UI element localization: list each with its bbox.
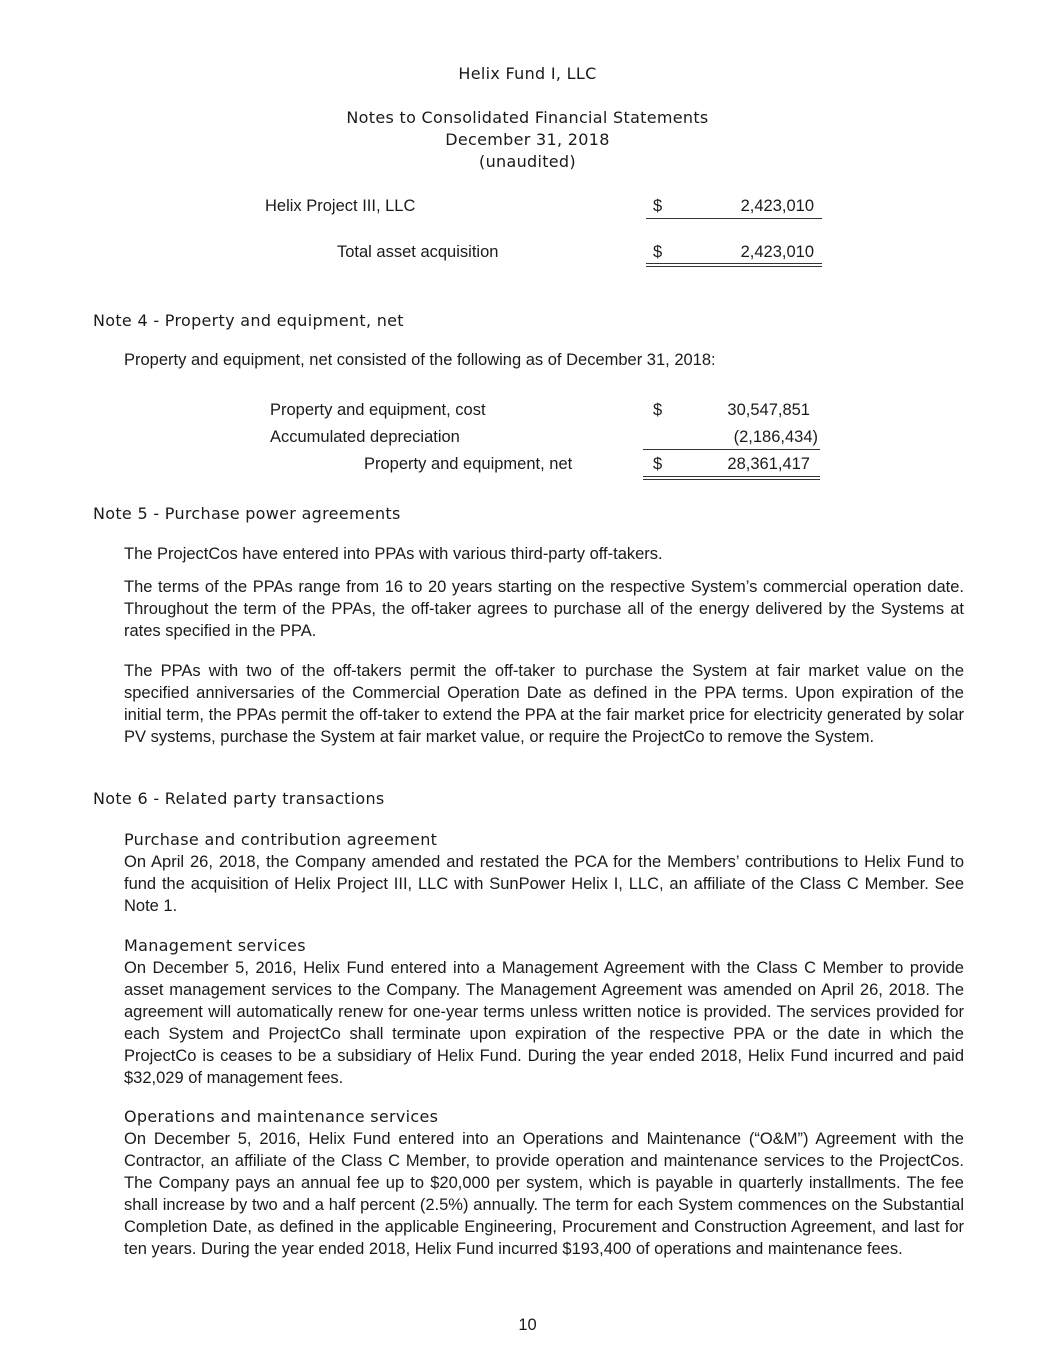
- row-label: Accumulated depreciation: [270, 428, 460, 446]
- note6-section-om: [124, 1106, 964, 1260]
- row-value: 2,423,010: [740, 197, 814, 215]
- section-text: On December 5, 2016, Helix Fund entered into an Operations and Maintenance (“O&M”) Agreement with the Contractor, an affiliate of the Class C Member, to provide operation and maintenance services to the ProjectCos. The Company pays an annual fee up to $20,000 per system, which is payable in quarterly installments. The fee shall increase by two and a half percent (2.5%) annually. The term for each System commences on the Substantial Completion Date, as defined in the applicable Engineering, Procurement and Construction Agreement, and last for ten years. During the year ended 2018, Helix Fund incurred $193,400 of operations and maintenance fees.: [124, 1130, 964, 1258]
- section-heading: Operations and maintenance services: [124, 1107, 439, 1126]
- audit-status: (unaudited): [479, 152, 576, 171]
- section-text: On April 26, 2018, the Company amended and restated the PCA for the Members’ contributions to Helix Fund to fund the acquisition of Helix Project III, LLC with SunPower Helix I, LLC, an affiliate of the Class C Member. See Note 1.: [124, 853, 964, 915]
- subtotal-rule: [646, 218, 822, 219]
- row-label: Helix Project III, LLC: [265, 197, 416, 215]
- company-name: Helix Fund I, LLC: [458, 64, 597, 83]
- total-value: 28,361,417: [727, 455, 810, 473]
- total-label: Total asset acquisition: [337, 243, 499, 261]
- currency-symbol: $: [653, 197, 663, 215]
- section-heading: Purchase and contribution agreement: [124, 830, 438, 849]
- subtotal-rule: [643, 449, 820, 450]
- note5-paragraph: The terms of the PPAs range from 16 to 20 years starting on the respective System’s commercial operation date. Throughout the term of the PPAs, the off-taker agrees to purchase all of the energy delivered by the Systems at rates specified in the PPA.: [124, 578, 964, 640]
- document-date: December 31, 2018: [445, 130, 610, 149]
- note6-section-management: [124, 935, 964, 1089]
- total-double-rule: [646, 263, 822, 267]
- note5-title: Note 5 - Purchase power agreements: [93, 504, 401, 523]
- row-value: (2,186,434): [733, 428, 818, 446]
- total-double-rule: [643, 476, 820, 480]
- note6-title: Note 6 - Related party transactions: [93, 789, 385, 808]
- section-heading: Management services: [124, 936, 306, 955]
- row-label: Property and equipment, cost: [270, 401, 486, 419]
- note4-title: Note 4 - Property and equipment, net: [93, 311, 404, 330]
- currency-symbol: $: [653, 243, 663, 261]
- currency-symbol: $: [653, 455, 663, 473]
- document-title: Notes to Consolidated Financial Statements: [346, 108, 709, 127]
- note4-intro: Property and equipment, net consisted of the following as of December 31, 2018:: [124, 351, 716, 369]
- currency-symbol: $: [653, 401, 663, 419]
- row-value: 30,547,851: [727, 401, 810, 419]
- note5-paragraph: The ProjectCos have entered into PPAs with various third-party off-takers.: [124, 545, 663, 563]
- total-label: Property and equipment, net: [364, 455, 573, 473]
- total-value: 2,423,010: [740, 243, 814, 261]
- note6-section-pca: [124, 829, 964, 917]
- note5-paragraph: The PPAs with two of the off-takers permit the off-taker to purchase the System at fair market value on the specified anniversaries of the Commercial Operation Date as defined in the PPA terms. Upon expiration of the initial term, the PPAs permit the off-taker to extend the PPA at the fair market price for electricity generated by solar PV systems, purchase the System at fair market value, or require the ProjectCo to remove the System.: [124, 662, 964, 746]
- section-text: On December 5, 2016, Helix Fund entered into a Management Agreement with the Class C Member to provide asset management services to the Company. The Management Agreement was amended on April 26, 2018. The agreement will automatically renew for one-year terms unless written notice is provided. The services provided for each System and ProjectCo shall terminate upon expiration of the respective PPA or the date in which the ProjectCo is ceases to be a subsidiary of Helix Fund. During the year ended 2018, Helix Fund incurred and paid $32,029 of management fees.: [124, 959, 964, 1087]
- page-number: 10: [518, 1316, 537, 1334]
